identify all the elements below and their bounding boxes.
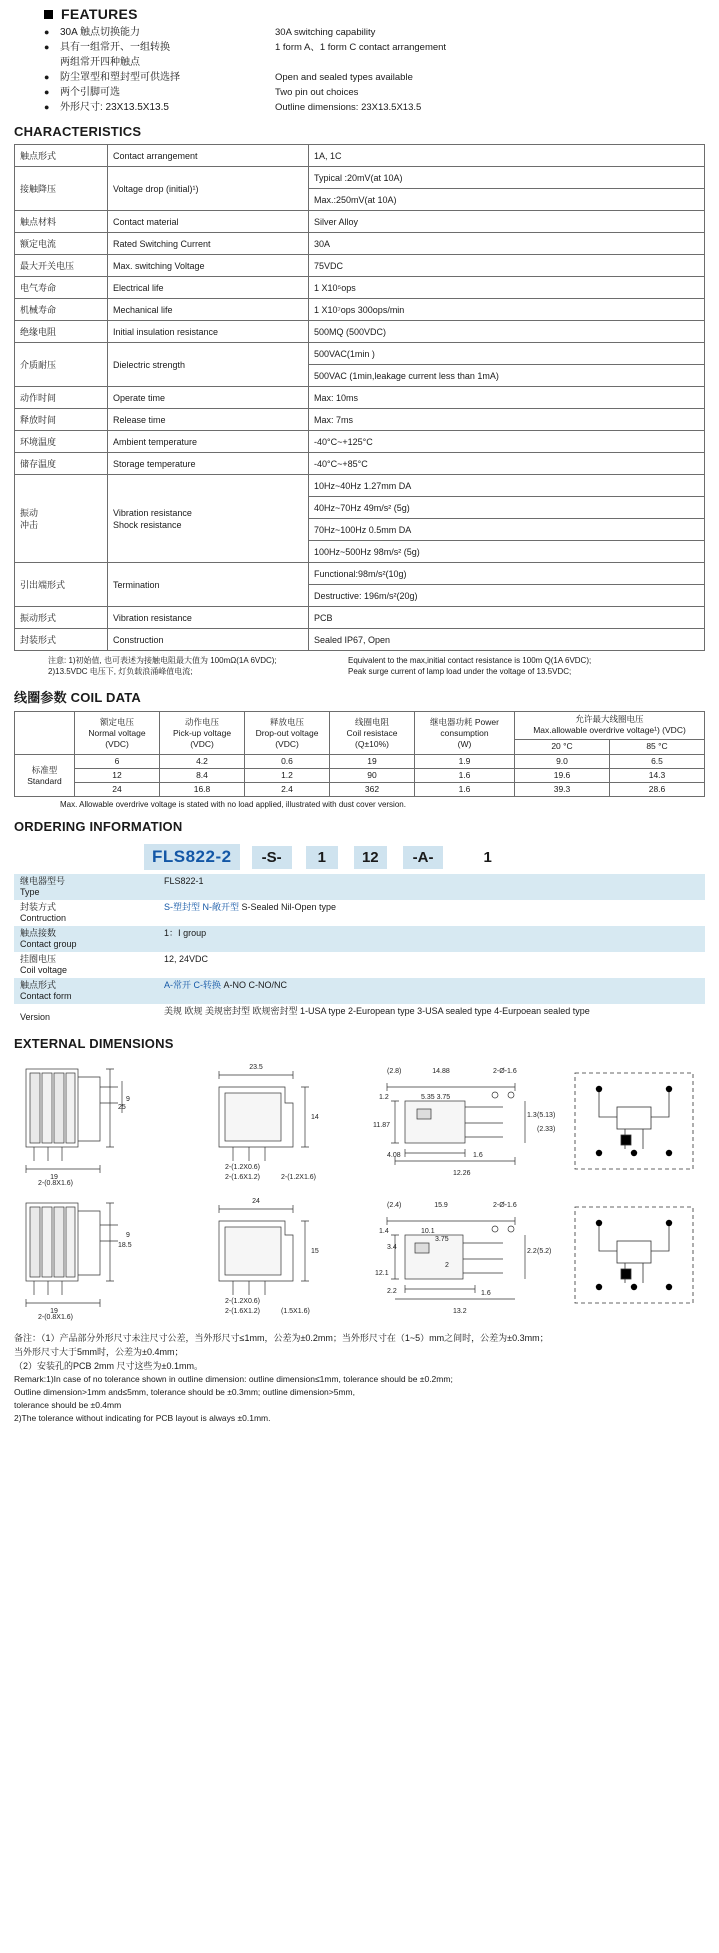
coil-header-unit: (VDC) (275, 738, 299, 749)
features-section (0, 6, 719, 114)
cell-value: 1.6 (415, 769, 515, 783)
coil-header (330, 712, 415, 755)
cell-value: 8.4 (160, 769, 245, 783)
coil-header-unit: (VDC) (190, 738, 214, 749)
ordering-row-contact-form (14, 978, 705, 1004)
svg-text:1.6: 1.6 (480, 1290, 491, 1297)
cell-cn: 引出端形式 (15, 563, 108, 607)
ordering-label-cn: 触点形式 (20, 980, 57, 990)
external-dimensions-block (14, 1057, 705, 1321)
cell-en-line2: Shock resistance (113, 519, 182, 530)
ordering-label (14, 1004, 144, 1026)
svg-text:1.4: 1.4 (378, 1228, 389, 1235)
svg-text:12.1: 12.1 (374, 1270, 389, 1277)
ordering-value-en: FLS822-1 (164, 876, 204, 886)
svg-text:1.6: 1.6 (472, 1152, 483, 1159)
drawing-side-view-2 (14, 1191, 179, 1321)
svg-text:14: 14 (311, 1114, 320, 1121)
order-code-group: 1 (306, 846, 338, 869)
ordering-row-contact-group (14, 926, 705, 952)
svg-text:18.5: 18.5 (118, 1242, 132, 1249)
ordering-label-en: Type (20, 887, 40, 897)
cell-value: 16.8 (160, 783, 245, 797)
svg-text:3.75: 3.75 (434, 1236, 449, 1243)
cell-val: 75VDC (309, 255, 705, 277)
note-cn-1: 注意: 1)初始值, 也可表述为接触电阻最大值为 100mΩ(1A 6VDC); (48, 656, 277, 665)
cell-en: Operate time (108, 387, 309, 409)
cell-value: 12 (75, 769, 160, 783)
cell-val: 10Hz~40Hz 1.27mm DA (309, 475, 705, 497)
remark-en-line: 2)The tolerance without indicating for PCB layout is always ±0.1mm. (14, 1413, 271, 1423)
coil-header (245, 712, 330, 755)
table-row (15, 387, 705, 409)
cell-cn: 绝缘电阻 (15, 321, 108, 343)
cell-val: 1 X10⁷ops 300ops/min (309, 299, 705, 321)
coil-header-cn: 线圈电阻 (354, 716, 389, 727)
table-row (15, 629, 705, 651)
feature-en: Two pin out choices (275, 87, 359, 98)
square-bullet-icon (44, 10, 53, 19)
ordering-value (144, 874, 705, 900)
coil-header-en: Coil resistace (346, 727, 398, 738)
table-row (15, 783, 705, 797)
cell-val: Silver Alloy (309, 211, 705, 233)
cell-cn: 介质耐压 (15, 343, 108, 387)
table-row (15, 453, 705, 475)
coil-row-label-cn: 标准型 (31, 764, 58, 775)
cell-value: 6 (75, 755, 160, 769)
cell-cn: 接触降压 (15, 167, 108, 211)
svg-text:(5.2): (5.2) (536, 1248, 552, 1255)
cell-val: 500MQ (500VDC) (309, 321, 705, 343)
ordering-label-en: Version (20, 1012, 51, 1022)
coil-header-en: Drop-out voltage (255, 727, 319, 738)
svg-text:2.2: 2.2 (386, 1288, 397, 1295)
order-code-type: FLS822-2 (144, 844, 240, 870)
cell-val: -40°C~+125°C (309, 431, 705, 453)
svg-text:(2.33): (2.33) (536, 1126, 555, 1133)
table-row (15, 255, 705, 277)
cell-en: Termination (108, 563, 309, 607)
cell-value: 2.4 (245, 783, 330, 797)
cell-val: Typical :20mV(at 10A) (309, 167, 705, 189)
ordering-value (144, 952, 705, 978)
note-en-1: Equivalent to the max,initial contact resistance is 100m Q(1A 6VDC); (348, 656, 592, 665)
svg-text:9: 9 (126, 1232, 130, 1239)
feature-cn: 防尘罩型和塑封型可供选择 (60, 72, 180, 83)
cell-val: 30A (309, 233, 705, 255)
svg-text:2.2: 2.2 (526, 1248, 537, 1255)
svg-text:2-(1.6X1.2): 2-(1.6X1.2) (225, 1174, 261, 1181)
table-row (15, 563, 705, 585)
table-row (15, 431, 705, 453)
svg-text:23.5: 23.5 (249, 1064, 264, 1071)
coil-header-unit: (VDC) (105, 738, 129, 749)
cell-en-line1: Vibration resistance (113, 507, 192, 518)
cell-value: 362 (330, 783, 415, 797)
feature-en: Open and sealed types available (275, 72, 413, 83)
coil-data-title: 线圈参数 COIL DATA (14, 690, 142, 705)
order-code-voltage: 12 (354, 846, 387, 869)
svg-text:(1.5X1.6): (1.5X1.6) (281, 1308, 311, 1315)
cell-value: 24 (75, 783, 160, 797)
remark-cn-line: 备注：（1）产品部分外形尺寸未注尺寸公差，当外形尺寸≤1mm，公差为±0.2mm；当外形尺寸在（1~5）mm之间时，公差为±0.3mm； (14, 1333, 549, 1343)
table-row (15, 277, 705, 299)
dot-bullet-icon: ● (44, 42, 50, 52)
coil-header-en: Pick-up voltage (172, 727, 232, 738)
table-row (15, 211, 705, 233)
coil-header-overdrive (515, 712, 705, 740)
svg-text:(5.13): (5.13) (536, 1112, 555, 1119)
ordering-label-cn: 挂圈电压 (20, 954, 57, 964)
cell-value: 1.2 (245, 769, 330, 783)
ordering-code-row (144, 840, 705, 874)
features-list (44, 26, 705, 114)
coil-note: Max. Allowable overdrive voltage is stated with no load applied, illustrated with dust cover version. (60, 800, 406, 809)
list-item (44, 41, 705, 54)
ordering-label (14, 900, 144, 926)
cell-cn: 动作时间 (15, 387, 108, 409)
cell-cn: 储存温度 (15, 453, 108, 475)
cell-val: Max: 10ms (309, 387, 705, 409)
order-code-form: -A- (403, 846, 444, 869)
cell-value: 14.3 (610, 769, 705, 783)
list-item (44, 101, 705, 114)
cell-val: Sealed IP67, Open (309, 629, 705, 651)
ordering-value (144, 900, 705, 926)
ordering-row-type (14, 874, 705, 900)
svg-text:(2.8): (2.8) (386, 1068, 402, 1075)
dot-bullet-icon (44, 56, 60, 69)
svg-text:9: 9 (126, 1096, 130, 1103)
drawing-schematic-2 (565, 1191, 705, 1321)
svg-text:25: 25 (118, 1104, 126, 1111)
drawing-top-view-1 (189, 1057, 354, 1187)
table-row (15, 475, 705, 497)
cell-en: Electrical life (108, 277, 309, 299)
features-title: FEATURES (61, 6, 138, 22)
cell-val: 500VAC(1min ) (309, 343, 705, 365)
remark-cn-line: （2）安装孔的PCB 2mm 尺寸这些为±0.1mm。 (14, 1361, 203, 1371)
coil-header-cn: 动作电压 (184, 716, 219, 727)
cell-value: 9.0 (515, 755, 610, 769)
cell-val: 70Hz~100Hz 0.5mm DA (309, 519, 705, 541)
table-row (15, 233, 705, 255)
svg-text:24: 24 (252, 1198, 261, 1205)
cell-value: 1.9 (415, 755, 515, 769)
svg-text:2: 2 (444, 1262, 449, 1269)
cell-val: 1 X10⁵ops (309, 277, 705, 299)
cell-value: 90 (330, 769, 415, 783)
external-dimensions-title: EXTERNAL DIMENSIONS (14, 1036, 174, 1051)
cell-value: 0.6 (245, 755, 330, 769)
note-en-2: Peak surge current of lamp load under the voltage of 13.5VDC; (348, 667, 572, 676)
coil-header-en: Max.allowable overdrive voltage¹) (VDC) (533, 725, 686, 736)
svg-text:2-Ø-1.6: 2-Ø-1.6 (492, 1202, 517, 1209)
table-row (15, 321, 705, 343)
remark-en-line: Outline dimension>1mm and≤5mm, tolerance should be ±0.3mm; outline dimension>5mm, (14, 1387, 355, 1397)
cell-cn: 最大开关电压 (15, 255, 108, 277)
feature-cn: 外形尺寸: 23X13.5X13.5 (60, 102, 169, 113)
cell-val: Destructive: 196m/s²(20g) (309, 585, 705, 607)
coil-data-table (14, 711, 705, 797)
cell-cn-line1: 振动 (20, 507, 39, 518)
coil-row-label-en: Standard (27, 775, 62, 786)
ordering-value (144, 1004, 705, 1026)
feature-en: Outline dimensions: 23X13.5X13.5 (275, 102, 422, 113)
cell-val: Max: 7ms (309, 409, 705, 431)
table-row (15, 167, 705, 189)
drawing-pcb-layout-2 (365, 1191, 555, 1321)
cell-val: PCB (309, 607, 705, 629)
order-code-version: 1 (483, 848, 492, 866)
cell-cn: 机械寿命 (15, 299, 108, 321)
svg-text:10.1: 10.1 (420, 1228, 435, 1235)
ordering-label-en: Contruction (20, 913, 67, 923)
ordering-value-en: 1-USA type 2-European type 3-USA sealed type 4-Eurpoean sealed type (300, 1006, 590, 1016)
cell-cn: 触点形式 (15, 145, 108, 167)
cell-en: Voltage drop (initial)¹) (108, 167, 309, 211)
cell-en: Ambient temperature (108, 431, 309, 453)
cell-val: 100Hz~500Hz 98m/s² (5g) (309, 541, 705, 563)
dimension-row-2 (14, 1191, 705, 1321)
table-row (15, 712, 705, 740)
order-code-construction: -S- (252, 846, 292, 869)
coil-subheader-20c: 20 °C (515, 739, 610, 754)
list-item (44, 71, 705, 84)
coil-header (75, 712, 160, 755)
coil-corner-cell (15, 712, 75, 755)
drawing-top-view-2 (189, 1191, 354, 1321)
coil-header-cn: 继电器功耗 Power (430, 716, 499, 727)
dimension-row-1 (14, 1057, 705, 1187)
ordering-label (14, 874, 144, 900)
datasheet-page (0, 6, 719, 1953)
svg-text:12.26: 12.26 (452, 1170, 471, 1177)
feature-cn: 30A 触点切换能力 (60, 27, 141, 38)
table-row (15, 145, 705, 167)
svg-text:2-(1.2X0.6): 2-(1.2X0.6) (225, 1298, 261, 1305)
table-row (15, 755, 705, 769)
ordering-value-en: 1：Ⅰ group (164, 928, 207, 938)
characteristics-note (48, 655, 719, 677)
ordering-row-coil-voltage (14, 952, 705, 978)
cell-en: Dielectric strength (108, 343, 309, 387)
ordering-value-en: A-NO C-NO/NC (223, 980, 288, 990)
cell-en (108, 475, 309, 563)
ordering-value (144, 978, 705, 1004)
dot-bullet-icon: ● (44, 87, 50, 97)
coil-header-unit: (W) (457, 738, 472, 749)
svg-text:4.08: 4.08 (386, 1152, 401, 1159)
table-row (15, 769, 705, 783)
cell-cn (15, 475, 108, 563)
table-row (15, 299, 705, 321)
characteristics-title: CHARACTERISTICS (14, 124, 142, 139)
coil-header-en: consumption (440, 727, 489, 738)
ordering-row-version (14, 1004, 705, 1026)
cell-val: Max.:250mV(at 10A) (309, 189, 705, 211)
cell-value: 4.2 (160, 755, 245, 769)
svg-text:2-(1.2X0.6): 2-(1.2X0.6) (225, 1164, 261, 1171)
drawing-schematic-1 (565, 1057, 705, 1187)
cell-cn: 触点材料 (15, 211, 108, 233)
cell-value: 6.5 (610, 755, 705, 769)
coil-header-cn: 允许最大线圈电压 (575, 714, 644, 725)
ordering-label-cn: 封装方式 (20, 902, 57, 912)
table-row (15, 343, 705, 365)
note-cn-2: 2)13.5VDC 电压下, 灯负载浪涌峰值电流; (48, 667, 193, 676)
cell-value: 28.6 (610, 783, 705, 797)
cell-value: 39.3 (515, 783, 610, 797)
cell-cn: 额定电流 (15, 233, 108, 255)
svg-text:1.3: 1.3 (526, 1112, 537, 1119)
ordering-row-construction (14, 900, 705, 926)
cell-val: 1A, 1C (309, 145, 705, 167)
svg-text:(2.4): (2.4) (386, 1202, 402, 1209)
coil-header-en: Normal voltage (88, 727, 146, 738)
cell-cn: 振动形式 (15, 607, 108, 629)
cell-cn: 封装形式 (15, 629, 108, 651)
svg-text:2-(0.8X1.6): 2-(0.8X1.6) (38, 1314, 74, 1321)
drawing-side-view-1 (14, 1057, 179, 1187)
cell-en: Mechanical life (108, 299, 309, 321)
svg-text:5.35 3.75: 5.35 3.75 (420, 1094, 450, 1101)
coil-header-cn: 额定电压 (99, 716, 134, 727)
ordering-label (14, 952, 144, 978)
table-row (15, 607, 705, 629)
ordering-value-cn: 美规 欧规 美规密封型 欧规密封型 (164, 1006, 298, 1016)
coil-subheader-85c: 85 °C (610, 739, 705, 754)
cell-val: -40°C~+85°C (309, 453, 705, 475)
list-item (44, 26, 705, 39)
cell-value: 1.6 (415, 783, 515, 797)
note-line (48, 666, 719, 677)
cell-en: Release time (108, 409, 309, 431)
dot-bullet-icon: ● (44, 102, 50, 112)
drawing-pcb-layout-1 (365, 1057, 555, 1187)
coil-header-unit: (Q±10%) (355, 738, 389, 749)
coil-header (415, 712, 515, 755)
remark-en-line: tolerance should be ±0.4mm (14, 1400, 122, 1410)
svg-text:2-(0.8X1.6): 2-(0.8X1.6) (38, 1180, 74, 1187)
svg-text:2-(1.6X1.2): 2-(1.6X1.2) (225, 1308, 261, 1315)
svg-text:2-Ø-1.6: 2-Ø-1.6 (492, 1068, 517, 1075)
feature-cn: 两个引脚可选 (60, 87, 120, 98)
list-item (44, 86, 705, 99)
ordering-label (14, 926, 144, 952)
svg-text:19: 19 (50, 1308, 58, 1315)
svg-text:2-(1.2X1.6): 2-(1.2X1.6) (281, 1174, 317, 1181)
note-line (48, 655, 719, 666)
cell-en: Contact material (108, 211, 309, 233)
feature-en: 30A switching capability (275, 27, 376, 38)
cell-en: Construction (108, 629, 309, 651)
table-row (15, 409, 705, 431)
list-item (44, 56, 705, 69)
svg-text:19: 19 (50, 1174, 58, 1181)
svg-text:15: 15 (311, 1248, 320, 1255)
cell-cn-line2: 冲击 (20, 519, 39, 530)
svg-text:13.2: 13.2 (452, 1308, 467, 1315)
cell-cn: 环境温度 (15, 431, 108, 453)
ordering-label-cn: 触点接数 (20, 928, 57, 938)
ordering-label-en: Contact group (20, 939, 77, 949)
ordering-label-en: Contact form (20, 991, 72, 1001)
remark-block (14, 1331, 705, 1425)
coil-header (160, 712, 245, 755)
characteristics-table (14, 144, 705, 651)
cell-value: 19.6 (515, 769, 610, 783)
cell-value: 19 (330, 755, 415, 769)
ordering-label-cn: 继电器型号 (20, 876, 66, 886)
dot-bullet-icon: ● (44, 72, 50, 82)
ordering-value-cn: A-常开 C-转换 (164, 980, 221, 990)
cell-val: Functional:98m/s²(10g) (309, 563, 705, 585)
dot-bullet-icon: ● (44, 27, 50, 37)
cell-cn: 电气寿命 (15, 277, 108, 299)
features-heading (44, 6, 705, 22)
ordering-value-en: S-Sealed Nil-Open type (241, 902, 337, 912)
svg-text:3.4: 3.4 (386, 1244, 397, 1251)
feature-en: 1 form A、1 form C contact arrangement (275, 42, 447, 53)
svg-text:11.87: 11.87 (372, 1122, 390, 1129)
ordering-label-en: Coil voltage (20, 965, 68, 975)
cell-en: Vibration resistance (108, 607, 309, 629)
ordering-title: ORDERING INFORMATION (14, 819, 183, 834)
cell-cn: 释放时间 (15, 409, 108, 431)
cell-en: Storage temperature (108, 453, 309, 475)
svg-text:14.88: 14.88 (431, 1068, 450, 1075)
cell-en: Initial insulation resistance (108, 321, 309, 343)
feature-cn: 具有一组常开、一组转换 (60, 42, 170, 53)
ordering-value-cn: S-塑封型 N-敞开型 (164, 902, 239, 912)
coil-row-label (15, 755, 75, 797)
feature-cn: 两组常开四种触点 (60, 57, 140, 68)
cell-val: 500VAC (1min,leakage current less than 1mA) (309, 365, 705, 387)
ordering-label (14, 978, 144, 1004)
remark-cn-line: 当外形尺寸大于5mm时，公差为±0.4mm； (14, 1347, 184, 1357)
ordering-value (144, 926, 705, 952)
ordering-block (14, 840, 705, 1026)
coil-header-cn: 释放电压 (269, 716, 304, 727)
svg-text:1.2: 1.2 (378, 1094, 389, 1101)
cell-en: Contact arrangement (108, 145, 309, 167)
cell-en: Rated Switching Current (108, 233, 309, 255)
remark-en-line: Remark:1)In case of no tolerance shown in outline dimension: outline dimension≤1mm, tolerance should be ±0.2mm; (14, 1374, 453, 1384)
svg-text:15.9: 15.9 (433, 1202, 448, 1209)
cell-val: 40Hz~70Hz 49m/s² (5g) (309, 497, 705, 519)
ordering-value-en: 12, 24VDC (164, 954, 209, 964)
cell-en: Max. switching Voltage (108, 255, 309, 277)
